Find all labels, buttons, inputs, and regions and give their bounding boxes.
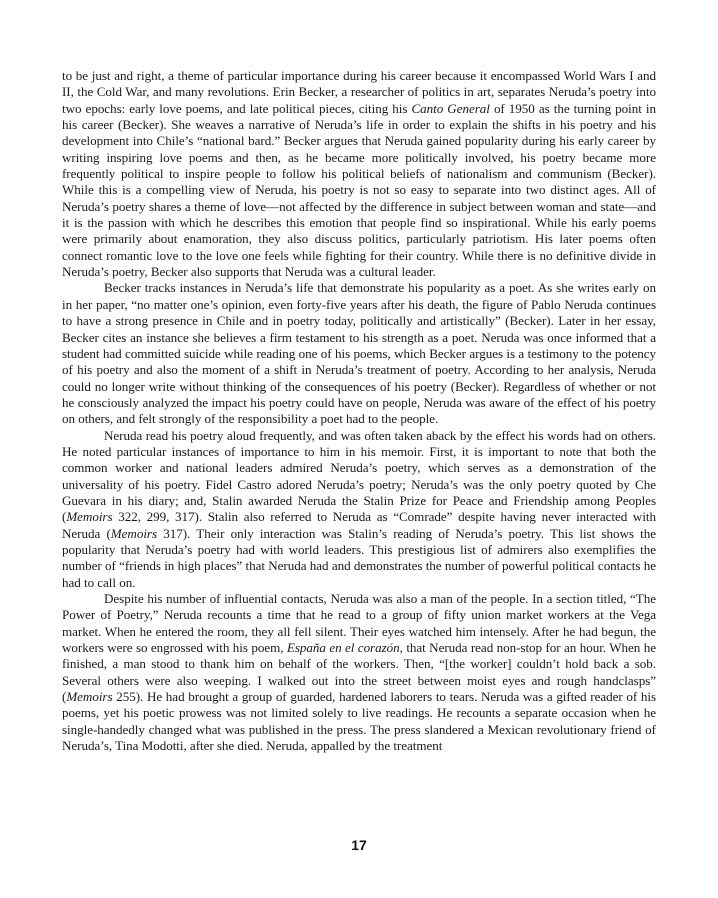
text-run: Becker tracks instances in Neruda’s life that demonstrate his popularity as a poet. As she writes early on in her paper, “no matter one’s opinion, even forty-five years after his death, the figure of Pablo Neruda continues to have a strong presence in Chile and in poetry today, politically and artistically” (Becker). Later in her essay, Becker cites an instance she believes a firm testament to his strength as a poet. Neruda was once informed that a student had committed suicide while reading one of his poems, which Becker argues is a testimony to the potency of his poetry and also the moment of a shift in Neruda’s treatment of poetry. According to her analysis, Neruda could no longer write without thinking of the consequences of his poetry (Becker). Regardless of whether or not he consciously analyzed the impact his poetry could have on people, Neruda was aware of the effect of his poetry on others, and felt strongly of the responsibility a poet had to the people. (62, 280, 656, 427)
paragraph-1 (62, 68, 656, 280)
text-run: , that Neruda read non-stop for an hour. When he finished, a man stood to thank him on behalf of the workers. Then, “[the worker] couldn’t hold back a sob. Several others were also weeping. I walked out into the street between moist eyes and rough handclasps” ( (62, 640, 656, 705)
paragraph-3 (62, 428, 656, 591)
italic-title: Memoirs (110, 525, 157, 541)
text-run: 317). Their only interaction was Stalin’s reading of Neruda’s poetry. This list shows the popularity that Neruda’s poetry had with world leaders. This prestigious list of admirers also exemplifies the number of “friends in high places” that Neruda had and demonstrates the number of powerful political contacts he had to call on. (62, 525, 656, 590)
text-run: 322, 299, 317). Stalin also referred to Neruda as “Comrade” despite having never interacted with Neruda ( (62, 509, 656, 541)
italic-title: Canto General (411, 100, 490, 116)
paragraph-2 (62, 280, 656, 427)
text-run: to be just and right, a theme of particular importance during his career because it encompassed World Wars I and II, the Cold War, and many revolutions. Erin Becker, a researcher of politics in art, separates Neruda’s poetry into two epochs: early love poems, and late political pieces, citing his (62, 68, 656, 116)
text-run: Neruda read his poetry aloud frequently, and was often taken aback by the effect his words had on others. He noted particular instances of importance to him in his memoir. First, it is important to note that both the common worker and national leaders admired Neruda’s poetry, which serves as a demonstration of the universality of his poetry. Fidel Castro adored Neruda’s poetry; Neruda’s was the only poetry quoted by Che Guevara in his diary; and, Stalin awarded Neruda the Stalin Prize for Peace and Friendship among Peoples ( (62, 427, 656, 525)
italic-title: Memoirs (66, 689, 113, 705)
text-run: 255). He had brought a group of guarded, hardened laborers to tears. Neruda was a gifted reader of his poems, yet his poetic prowess was not limited solely to live readings. He recounts a separate occasion when he single-handedly changed what was published in the press. The press slandered a Mexican revolutionary friend of Neruda’s, Tina Modotti, after she died. Neruda, appalled by the treatment (62, 689, 656, 754)
italic-title: Memoirs (66, 509, 113, 525)
page-number: 17 (351, 837, 367, 853)
text-run: of 1950 as the turning point in his career (Becker). She weaves a narrative of Neruda’s life in order to explain the shifts in his poetry and his development into Chile’s “national bard.” Becker argues that Neruda gained popularity during his early career by writing inspiring love poems and then, as he became more politically involved, his poetry became more frequently political to inspire people to follow his political beliefs of nationalism and communism (Becker). While this is a compelling view of Neruda, his poetry is not so easy to separate into two distinct ages. All of Neruda’s poetry shares a theme of love—not affected by the difference in subject between woman and state—and it is the passion with which he describes this emotion that people find so inspirational. While his early poems were primarily about enamoration, they also discuss politics, particularly patriotism. His later poems often connect romantic love to the love one feels while fighting for their country. While there is no definitive divide in Neruda’s poetry, Becker also supports that Neruda was a cultural leader. (62, 100, 657, 280)
document-body (62, 68, 656, 754)
paragraph-4 (62, 591, 656, 754)
text-run: Despite his number of influential contacts, Neruda was also a man of the people. In a section titled, “The Power of Poetry,” Neruda recounts a time that he read to a group of fifty union market workers at the Vega market. When he entered the room, they all fell silent. Their eyes watched him intensely. After he had begun, the workers were so engrossed with his poem, (62, 591, 656, 656)
italic-title: España en el corazón (286, 640, 400, 656)
